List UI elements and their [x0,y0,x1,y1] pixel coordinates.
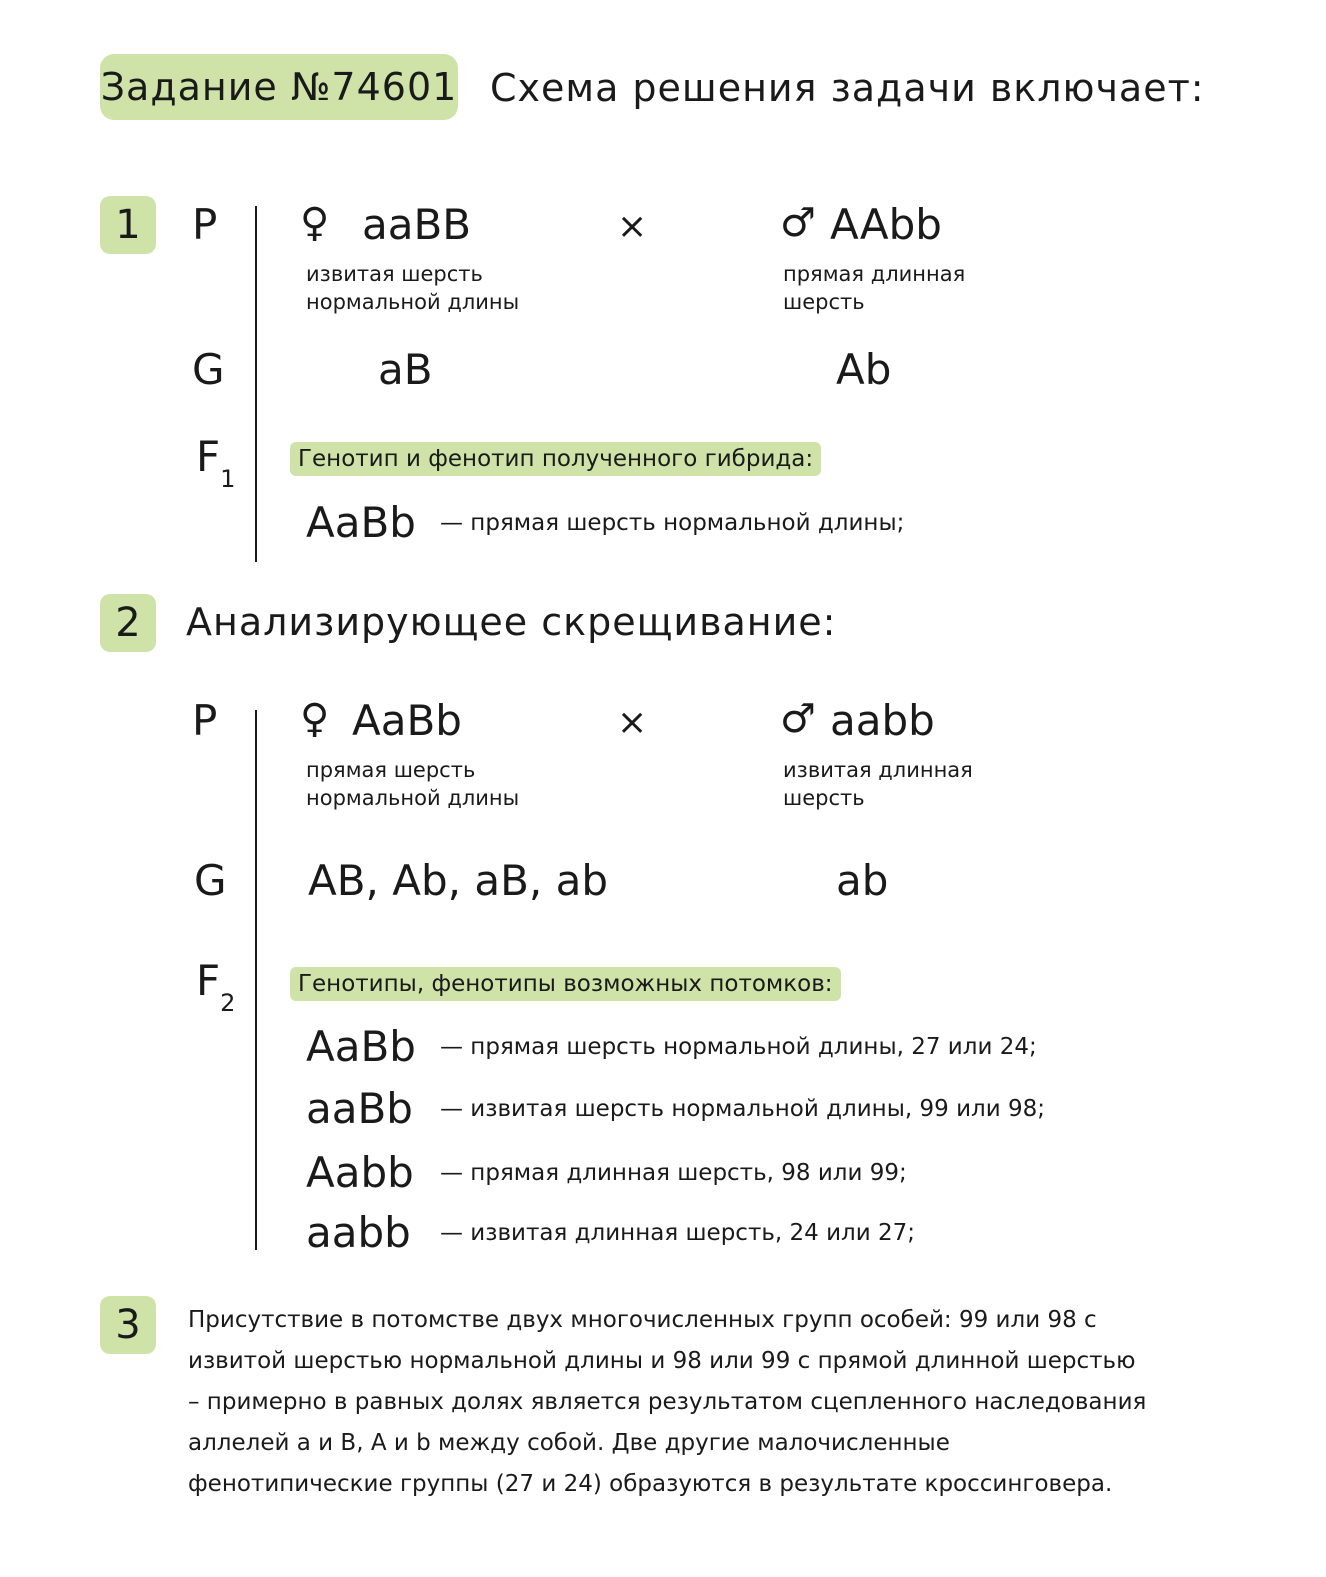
step-2-title: Анализирующее скрещивание: [186,600,837,644]
step-2-badge: 2 [100,594,156,652]
step-2-f2-label: $F_2$ [196,956,236,1017]
step-2-offspring-genotype: aaBb [306,1084,413,1133]
step-1-male-gametes: Ab [836,345,892,394]
step-1-female-phenotype-line2: нормальной длины [306,290,520,314]
step-2-offspring-genotype: Aabb [306,1148,414,1197]
step-1-male-phenotype-line2: шерсть [783,290,865,314]
step-2-p-label: P [192,696,218,745]
step-2-g-label: G [194,856,227,905]
step-1-offspring-genotype: AaBb [306,498,416,547]
step-2-female-gametes: AB, Ab, aB, ab [308,856,608,905]
step-2-offspring-genotype: aabb [306,1208,411,1257]
step-1-p-label: P [192,200,218,249]
step-2-cross-sign: × [617,702,648,743]
step-1-offspring-phenotype: — прямая шерсть нормальной длины; [440,510,905,536]
step-2-offspring-phenotype: — извитая длинная шерсть, 24 или 27; [440,1220,916,1246]
step-1-female-gametes: aB [378,345,433,394]
step-2-vertical-line [255,710,257,1250]
male-icon: ♂ [780,200,816,246]
step-1-g-label: G [192,345,225,394]
step-1-male-phenotype-line1: прямая длинная [783,262,966,286]
step-2-female-phenotype-line1: прямая шерсть [306,758,476,782]
female-icon: ♀ [300,696,330,742]
step-1-female-phenotype-line1: извитая шерсть [306,262,483,286]
step-2-offspring-genotype: AaBb [306,1022,416,1071]
step-1-highlight: Генотип и фенотип полученного гибрида: [290,442,821,476]
step-2-female-phenotype-line2: нормальной длины [306,786,520,810]
step-2-offspring-phenotype: — прямая длинная шерсть, 98 или 99; [440,1160,907,1186]
step-2-female-genotype: AaBb [352,696,462,745]
male-icon: ♂ [780,696,816,742]
step-1-f1-label: $F_1$ [196,432,236,493]
step-1-badge: 1 [100,196,156,254]
step-1-vertical-line [255,206,257,562]
step-1-male-genotype: AAbb [830,200,942,249]
step-1-female-genotype: aaBB [362,200,472,249]
step-2-male-gametes: ab [836,856,889,905]
female-icon: ♀ [300,200,330,246]
step-2-male-phenotype-line2: шерсть [783,786,865,810]
step-2-male-phenotype-line1: извитая длинная [783,758,973,782]
step-2-male-genotype: aabb [830,696,935,745]
task-number-badge: Задание №74601 [100,54,458,120]
step-1-cross-sign: × [617,206,648,247]
step-3-explanation: Присутствие в потомстве двух многочисленных групп особей: 99 или 98 с извитой шерстью нормальной длины и 98 или 99 с прямой длинной шерстью – примерно в равных долях является результатом сцепленного наследования аллелей a и B, A и b между собой. Две другие малочисленные фенотипические группы (27 и 24) образуются в результате кроссинговера. [188,1307,1147,1497]
step-3-badge: 3 [100,1296,156,1354]
step-2-offspring-phenotype: — прямая шерсть нормальной длины, 27 или 24; [440,1034,1037,1060]
step-2-offspring-phenotype: — извитая шерсть нормальной длины, 99 или 98; [440,1096,1045,1122]
page-title: Схема решения задачи включает: [490,66,1205,110]
step-2-highlight: Генотипы, фенотипы возможных потомков: [290,967,841,1001]
